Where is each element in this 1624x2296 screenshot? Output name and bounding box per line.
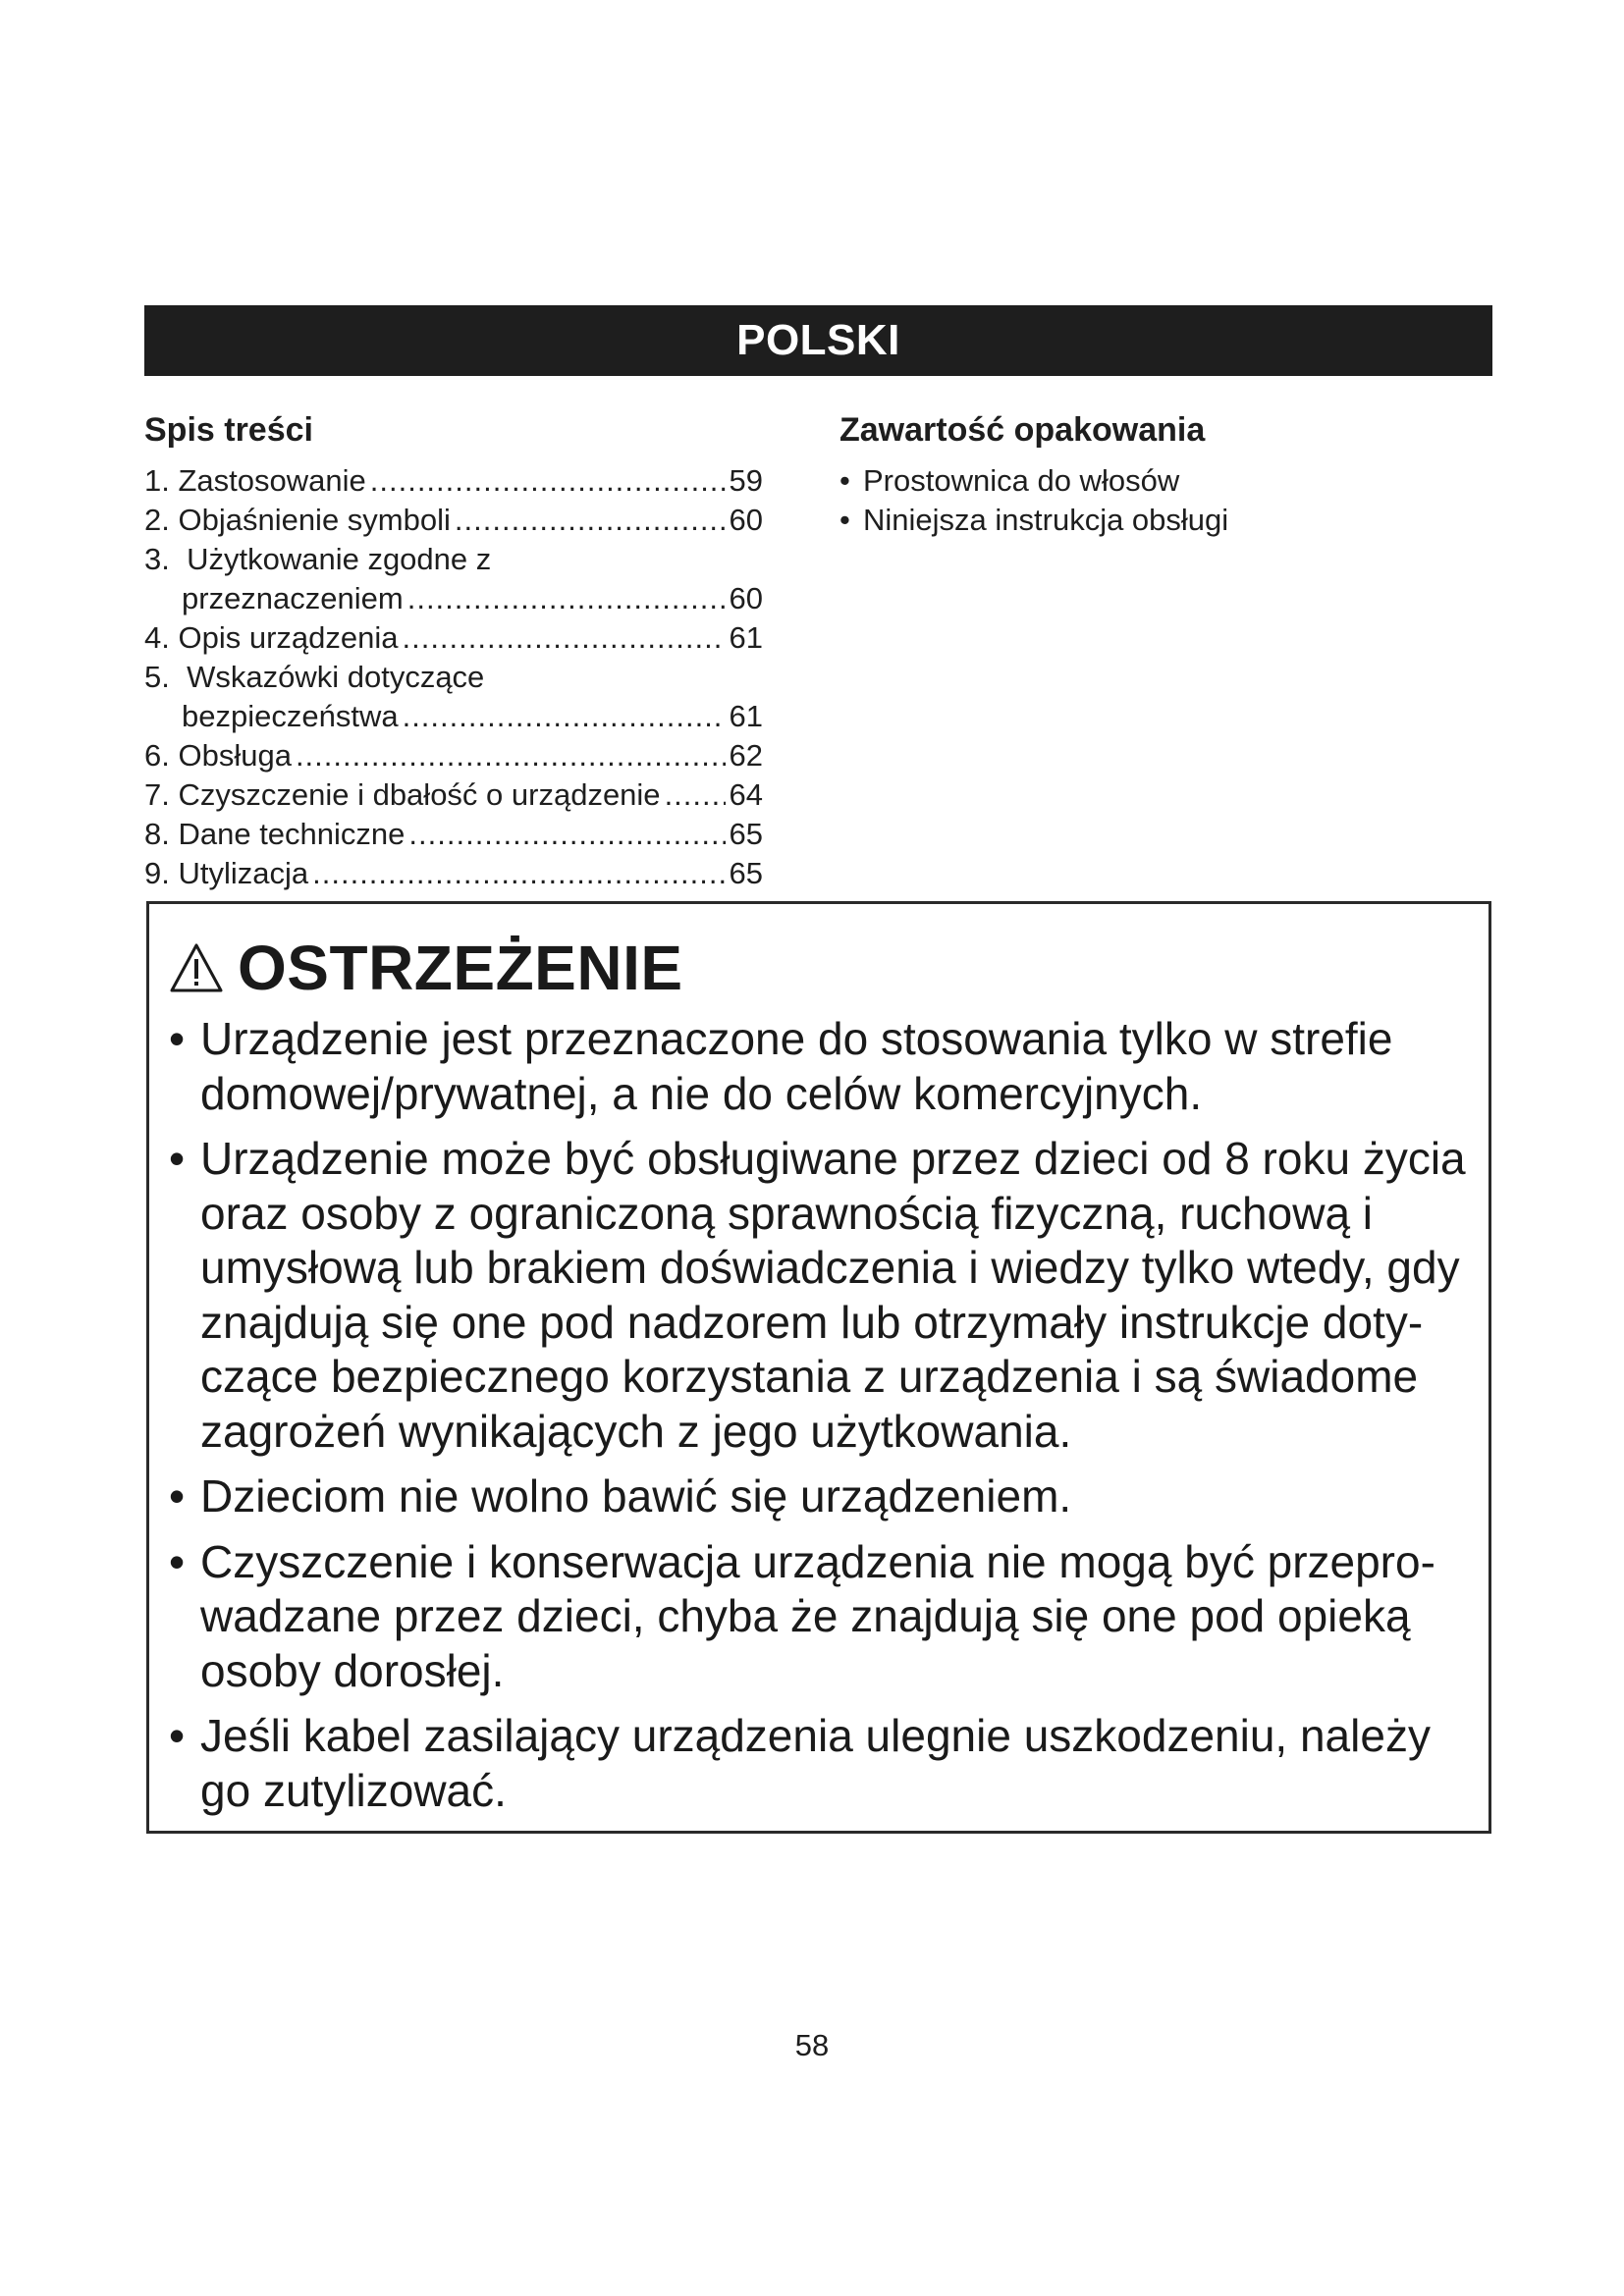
toc-item (144, 501, 763, 540)
page-number: 58 (794, 2028, 830, 2062)
toc-number: 9. (144, 856, 179, 890)
list-item (169, 1132, 1475, 1459)
toc-leader (408, 815, 725, 854)
toc-leader (407, 579, 726, 618)
toc-title: Czyszczenie i dbałość o urządzenie (178, 777, 661, 812)
list-item (169, 1469, 1475, 1524)
toc-leader (665, 775, 726, 815)
bullet-icon: • (839, 503, 850, 537)
toc-list (144, 461, 763, 893)
warning-item: Urządzenie jest przeznaczone do stosowania tylko w strefie domowej/prywatnej, a nie do celów komercyjnych. (200, 1013, 1393, 1119)
toc-title: Dane techniczne (178, 817, 406, 851)
toc-leader (370, 461, 726, 501)
list-item (169, 1535, 1475, 1699)
toc-title-continued: przeznaczeniem (182, 581, 404, 615)
toc-leader (296, 736, 726, 775)
toc-page: 60 (729, 581, 763, 615)
toc-number: 8. (144, 817, 179, 851)
toc-page: 65 (729, 856, 763, 890)
toc-number: 5. (144, 660, 188, 694)
bullet-icon: • (169, 1133, 186, 1184)
toc-number: 7. (144, 777, 179, 812)
language-header (144, 305, 1492, 376)
toc-page: 64 (729, 777, 763, 812)
warning-item: Czyszczenie i konserwacja urządzenia nie mogą być przepro-wadzane przez dzieci, chyba że znajdują się one pod opieką osoby dorosłej. (200, 1535, 1435, 1696)
toc-leader (455, 501, 726, 540)
table-of-contents (144, 410, 763, 893)
toc-page: 61 (729, 620, 763, 655)
toc-number: 6. (144, 738, 179, 773)
bullet-icon: • (169, 1470, 186, 1522)
bullet-icon: • (169, 1013, 186, 1064)
toc-item (144, 658, 763, 736)
toc-number: 4. (144, 620, 179, 655)
list-item (839, 461, 1492, 501)
toc-item (144, 461, 763, 501)
bullet-icon: • (839, 463, 850, 498)
warning-item: Urządzenie może być obsługiwane przez dzieci od 8 roku życia oraz osoby z ograniczoną sprawnością fizyczną, ruchową i umysłową lub brakiem doświadczenia i wiedzy tylko wtedy, gdy znajdują się one pod nadzorem lub otrzymały instrukcje doty-czące bezpiecznego korzystania z urządzenia i są świadome zagrożeń wynikających z jego użytkowania. (200, 1133, 1466, 1457)
toc-title: Utylizacja (178, 856, 309, 890)
package-heading: Zawartość opakowania (839, 411, 1206, 449)
toc-number: 2. (144, 503, 179, 537)
warning-title: OSTRZEŻENIE (238, 933, 683, 1003)
warning-triangle-icon (169, 942, 224, 993)
toc-item (144, 815, 763, 854)
toc-page: 62 (729, 738, 763, 773)
warning-box (146, 901, 1491, 1834)
package-list (839, 461, 1492, 540)
toc-title: Opis urządzenia (178, 620, 399, 655)
toc-page: 65 (729, 817, 763, 851)
toc-title: Obsługa (178, 738, 292, 773)
toc-heading: Spis treści (144, 411, 313, 449)
toc-number: 1. (144, 463, 179, 498)
package-item: Niniejsza instrukcja obsługi (863, 503, 1229, 537)
warning-item: Jeśli kabel zasilający urządzenia ulegnie uszkodzeniu, należy go zutylizować. (200, 1710, 1431, 1816)
toc-number: 3. (144, 542, 188, 576)
toc-leader (312, 854, 725, 893)
toc-item (144, 736, 763, 775)
list-item (839, 501, 1492, 540)
list-item (169, 1709, 1475, 1818)
warning-list (169, 1012, 1475, 1829)
toc-title: Użytkowanie zgodne z (187, 542, 492, 576)
toc-title: Zastosowanie (178, 463, 366, 498)
toc-item (144, 854, 763, 893)
toc-page: 59 (729, 463, 763, 498)
toc-item (144, 618, 763, 658)
warning-heading (169, 932, 683, 1004)
toc-title: Objaśnienie symboli (178, 503, 451, 537)
bullet-icon: • (169, 1535, 186, 1587)
toc-title: Wskazówki dotyczące (187, 660, 485, 694)
package-contents (839, 410, 1492, 540)
toc-title-continued: bezpieczeństwa (182, 699, 399, 733)
toc-item (144, 540, 763, 618)
toc-leader (403, 697, 726, 736)
list-item (169, 1012, 1475, 1121)
toc-leader (402, 618, 725, 658)
bullet-icon: • (169, 1710, 186, 1761)
language-title: POLSKI (736, 316, 900, 364)
package-item: Prostownica do włosów (863, 463, 1180, 498)
toc-item (144, 775, 763, 815)
toc-page: 60 (729, 503, 763, 537)
warning-item: Dzieciom nie wolno bawić się urządzeniem. (200, 1470, 1072, 1522)
toc-page: 61 (729, 699, 763, 733)
